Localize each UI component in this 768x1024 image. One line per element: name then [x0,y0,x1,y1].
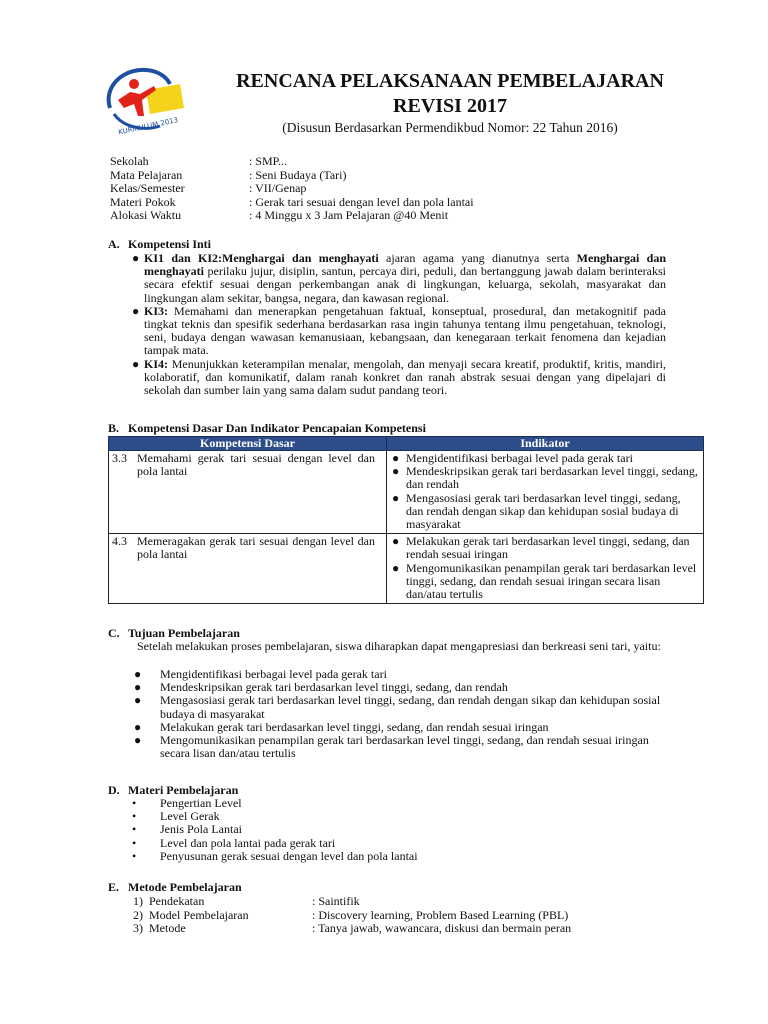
indicator-text: Mengomunikasikan penampilan gerak tari berdasarkan level tinggi, sedang, dan rendah sesuai iringan secara lisan dan/atau tertulis [406,560,697,602]
indicator-item [390,562,700,602]
item-value: : Saintifik [312,894,360,908]
item-number: 2) [133,907,143,922]
indicator-item [390,492,700,532]
tujuan-list [110,668,670,760]
item-text: Mendeskripsikan gerak tari berdasarkan level tinggi, sedang, dan rendah [160,680,508,695]
item-text: Melakukan gerak tari berdasarkan level tinggi, sedang, dan rendah sesuai iringan [160,719,549,734]
bullet-icon: ● [134,680,142,695]
document-subtitle-revision: REVISI 2017 [393,95,507,117]
item-text: Penyusunan gerak sesuai dengan level dan pola lantai [160,848,418,863]
section-e-heading [108,880,242,895]
bullet-icon: ● [132,356,140,371]
tujuan-intro: Setelah melakukan proses pembelajaran, siswa diharapkan dapat mengapresiasi dan berkreasi seni tari, yaitu: [137,639,661,653]
identity-label: Alokasi Waktu [110,208,182,222]
item-emphasis: Menghargai dan menghayati [144,251,667,279]
metode-list [133,895,571,936]
item-number: 1) [133,894,143,908]
bullet-icon: ● [134,693,142,708]
table-row [109,451,704,534]
identity-table [110,155,474,223]
logo-text: KURIKULUM 2013 [117,116,179,136]
bullet-icon: ● [392,451,400,465]
item-text: ajaran agama yang dianutnya serta [378,251,577,265]
list-item [110,850,670,863]
bullet-icon: ● [132,251,140,265]
identity-label: Materi Pokok [110,194,176,209]
bullet-icon: ● [132,303,140,318]
identity-value: : Seni Budaya (Tari) [249,167,347,182]
kd-number: 3.3 [112,451,127,465]
indicator-text: Melakukan gerak tari berdasarkan level tinggi, sedang, dan rendah sesuai iringan [406,534,690,562]
kurikulum-2013-logo [100,64,188,136]
section-title: Tujuan Pembelajaran [128,626,240,640]
indicator-cell [387,451,704,534]
item-lead: KI4: [144,356,168,371]
indicator-text: Mendeskripsikan gerak tari berdasarkan level tinggi, sedang, dan rendah [406,464,698,492]
kd-cell [109,451,387,534]
item-lead: KI3: [144,303,168,318]
list-item [110,734,670,760]
indicator-text: Mengasosiasi gerak tari berdasarkan level tinggi, sedang, dan rendah dengan sikap dan kehidupan sosial budaya di masyarakat [406,490,681,532]
identity-row [110,209,474,223]
section-letter: B. [108,421,120,435]
section-a-heading [108,237,211,252]
indicator-item [390,465,700,491]
indicator-item [390,535,700,561]
list-item [110,305,666,358]
section-title: Materi Pembelajaran [128,783,239,797]
identity-row [110,155,474,169]
bullet-icon: ● [134,667,142,681]
list-item [133,909,571,923]
document-title: RENCANA PELAKSANAAN PEMBELAJARAN [236,70,664,92]
item-value: : Tanya jawab, wawancara, diskusi dan bermain peran [312,921,572,935]
identity-label: Kelas/Semester [110,181,185,195]
table-row [109,534,704,604]
indicator-cell [387,534,704,604]
section-title: Kompetensi Dasar Dan Indikator Pencapaian Kompetensi [128,421,426,435]
bullet-icon: • [132,835,137,850]
section-title: Kompetensi Inti [128,237,212,251]
item-text: Jenis Pola Lantai [160,822,242,837]
section-letter: A. [108,237,120,251]
item-value: : Discovery learning, Problem Based Learning (PBL) [312,907,569,922]
kompetensi-dasar-table [108,436,704,604]
indicator-list [390,535,700,601]
list-item [110,252,666,305]
bullet-icon: • [132,848,137,863]
section-title: Metode Pembelajaran [128,880,242,894]
list-item [133,895,571,909]
item-number: 3) [133,921,143,935]
item-label: Model Pembelajaran [149,907,249,922]
section-letter: E. [108,880,120,894]
kd-text: Memeragakan gerak tari sesuai dengan level dan pola lantai [137,534,375,562]
item-label: Pendekatan [149,894,205,908]
list-item [110,358,666,398]
item-text: Pengertian Level [160,796,242,810]
bullet-icon: ● [392,490,400,505]
list-item [133,922,571,936]
identity-row [110,182,474,196]
section-letter: D. [108,783,120,797]
column-header: Kompetensi Dasar [109,437,387,451]
indicator-list [390,452,700,531]
bullet-icon: ● [392,464,400,479]
item-lead: KI1 dan KI2:Menghargai dan menghayati [144,251,379,265]
table-header-row [109,437,704,451]
identity-value: : 4 Minggu x 3 Jam Pelajaran @40 Menit [249,208,449,222]
item-text: Mengasosiasi gerak tari berdasarkan level tinggi, sedang, dan rendah dengan sikap dan kehidupan sosial budaya di masyarakat [160,693,661,721]
bullet-icon: • [132,822,137,837]
identity-value: : Gerak tari sesuai dengan level dan pola lantai [249,194,474,209]
bullet-icon: ● [392,534,400,549]
item-text: Level Gerak [160,809,220,824]
bullet-icon: ● [134,733,142,748]
identity-row [110,169,474,183]
document-reference: (Disusun Berdasarkan Permendikbud Nomor: 22 Tahun 2016) [282,120,618,135]
identity-row [110,196,474,210]
kd-number: 4.3 [112,534,127,549]
kd-text: Memahami gerak tari sesuai dengan level dan pola lantai [137,451,375,479]
item-text: Menunjukkan keterampilan menalar, mengolah, dan menyaji secara kreatif, produktif, kritis, mandiri, kolaboratif, dan komunikatif, dalam ranah konkret dan ranah abstrak sesuai dengan yang dipelajari di sekolah dan sumber lain yang sama dalam sudut pandang teori. [144,356,666,398]
item-text: Memahami dan menerapkan pengetahuan faktual, konseptual, prosedural, dan metakognitif pada tingkat teknis dan spesifik sederhana berdasarkan rasa ingin tahunya tentang ilmu pengetahuan, teknologi, seni, budaya dengan wawasan kemanusiaan, kebangsaan, dan kenegaraan terkait fenomena dan kejadian tampak mata. [144,303,666,358]
materi-list [110,797,670,863]
bullet-icon: ● [392,560,400,575]
indicator-text: Mengidentifikasi berbagai level pada gerak tari [406,451,633,465]
identity-label: Sekolah [110,154,149,168]
bullet-icon: • [132,809,137,824]
item-text: Level dan pola lantai pada gerak tari [160,835,336,850]
identity-label: Mata Pelajaran [110,167,183,182]
kd-cell [109,534,387,604]
identity-value: : SMP... [249,154,288,168]
item-text: Mengidentifikasi berbagai level pada gerak tari [160,667,387,681]
bullet-icon: • [132,796,137,810]
section-b-heading [108,421,426,436]
kompetensi-inti-list [110,252,666,397]
column-header: Indikator [387,437,704,451]
item-text: perilaku jujur, disiplin, santun, percaya diri, peduli, dan bertanggung jawab dalam berinteraksi secara efektif sesuai dengan perkembangan anak di lingkungan, keluarga, sekolah, masyarakat dan lingkungan alam sekitar, bangsa, negara, dan kawasan regional. [144,264,666,305]
identity-value: : VII/Genap [249,181,307,195]
item-text: Mengomunikasikan penampilan gerak tari berdasarkan level tinggi, sedang, dan rendah sesuai iringan secara lisan dan/atau tertulis [160,733,649,761]
section-letter: C. [108,626,120,640]
item-label: Metode [149,921,186,935]
bullet-icon: ● [134,719,142,734]
list-item [110,694,670,720]
